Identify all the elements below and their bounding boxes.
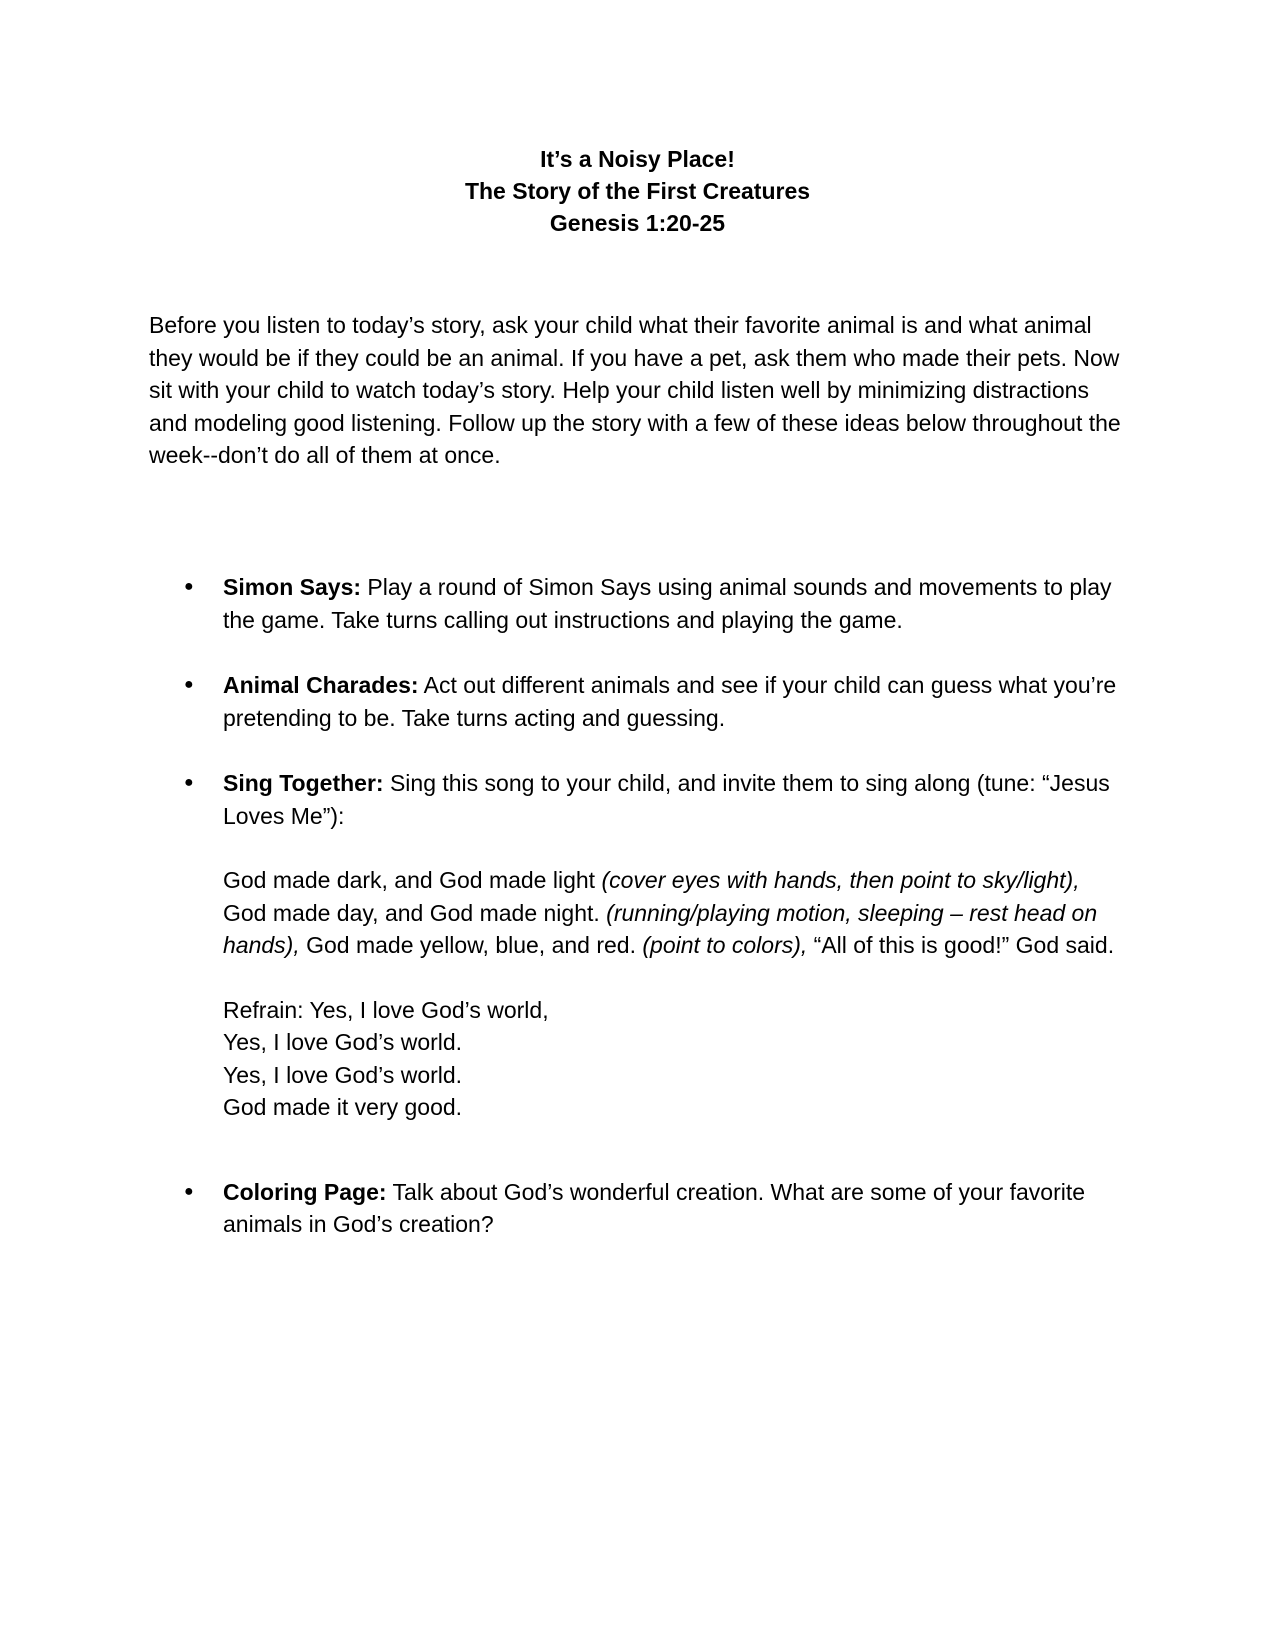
bullet-text: Sing this song to your child, and invite them to sing along (tune: “Jesus Loves Me”): [223,770,1110,829]
bullet-icon: ● [184,578,194,595]
bullet-text: Talk about God’s wonderful creation. What are some of your favorite animals in God’s creation? [223,1178,1086,1237]
verse-text: God made dark, and God made light [223,867,602,893]
bullet-icon: ● [184,676,194,693]
refrain-line: Yes, I love God’s world. [223,1029,463,1055]
verse-text: God made day, and God made night. [223,899,607,926]
bullet-text: Play a round of Simon Says using animal sounds and movements to play the game. Take turns calling out instructions and playing the game. [223,574,1112,633]
bullet-label: Animal Charades: [223,672,419,698]
scripture-reference: Genesis 1:20-25 [549,210,726,236]
activity-list [0,571,1275,1241]
verse-text: “All of this is good!” God said. [807,932,1115,958]
list-item-animal-charades [0,669,1123,734]
verse-motion: (point to colors), [642,932,808,958]
bullet-icon: ● [184,774,194,791]
list-item-sing-together [0,767,1123,1124]
song-verse [223,864,1123,962]
title-block [0,143,1275,239]
page-title: It’s a Noisy Place! [540,146,735,172]
list-item-coloring-page [0,1176,1123,1241]
refrain-line: Refrain: Yes, I love God’s world, [223,996,549,1023]
verse-text: God made yellow, blue, and red. [299,932,643,958]
verse-motion: (cover eyes with hands, then point to sky/light), [601,867,1080,893]
list-item-simon-says [0,571,1123,636]
verse-motion: (running/playing motion, sleeping – rest head on hands), [223,899,1098,958]
refrain-line: Yes, I love God’s world. [223,1061,463,1088]
refrain-line: God made it very good. [223,1094,463,1120]
page-subtitle: The Story of the First Creatures [464,178,811,204]
bullet-label: Simon Says: [223,574,362,600]
song-refrain [223,994,1123,1124]
bullet-label: Coloring Page: [223,1178,387,1205]
bullet-icon: ● [184,1182,194,1200]
bullet-text: Act out different animals and see if your child can guess what you’re pretending to be. Take turns acting and guessing. [223,672,1117,731]
bullet-label: Sing Together: [223,770,384,796]
intro-paragraph: Before you listen to today’s story, ask your child what their favorite animal is and what animal they would be if they could be an animal. If you have a pet, ask them who made their pets. Now sit with your child to watch today’s story. Help your child listen well by minimizing distractions and modeling good listening. Follow up the story with a few of these ideas below throughout the week--don’t do all of them at once. [149,312,1121,468]
